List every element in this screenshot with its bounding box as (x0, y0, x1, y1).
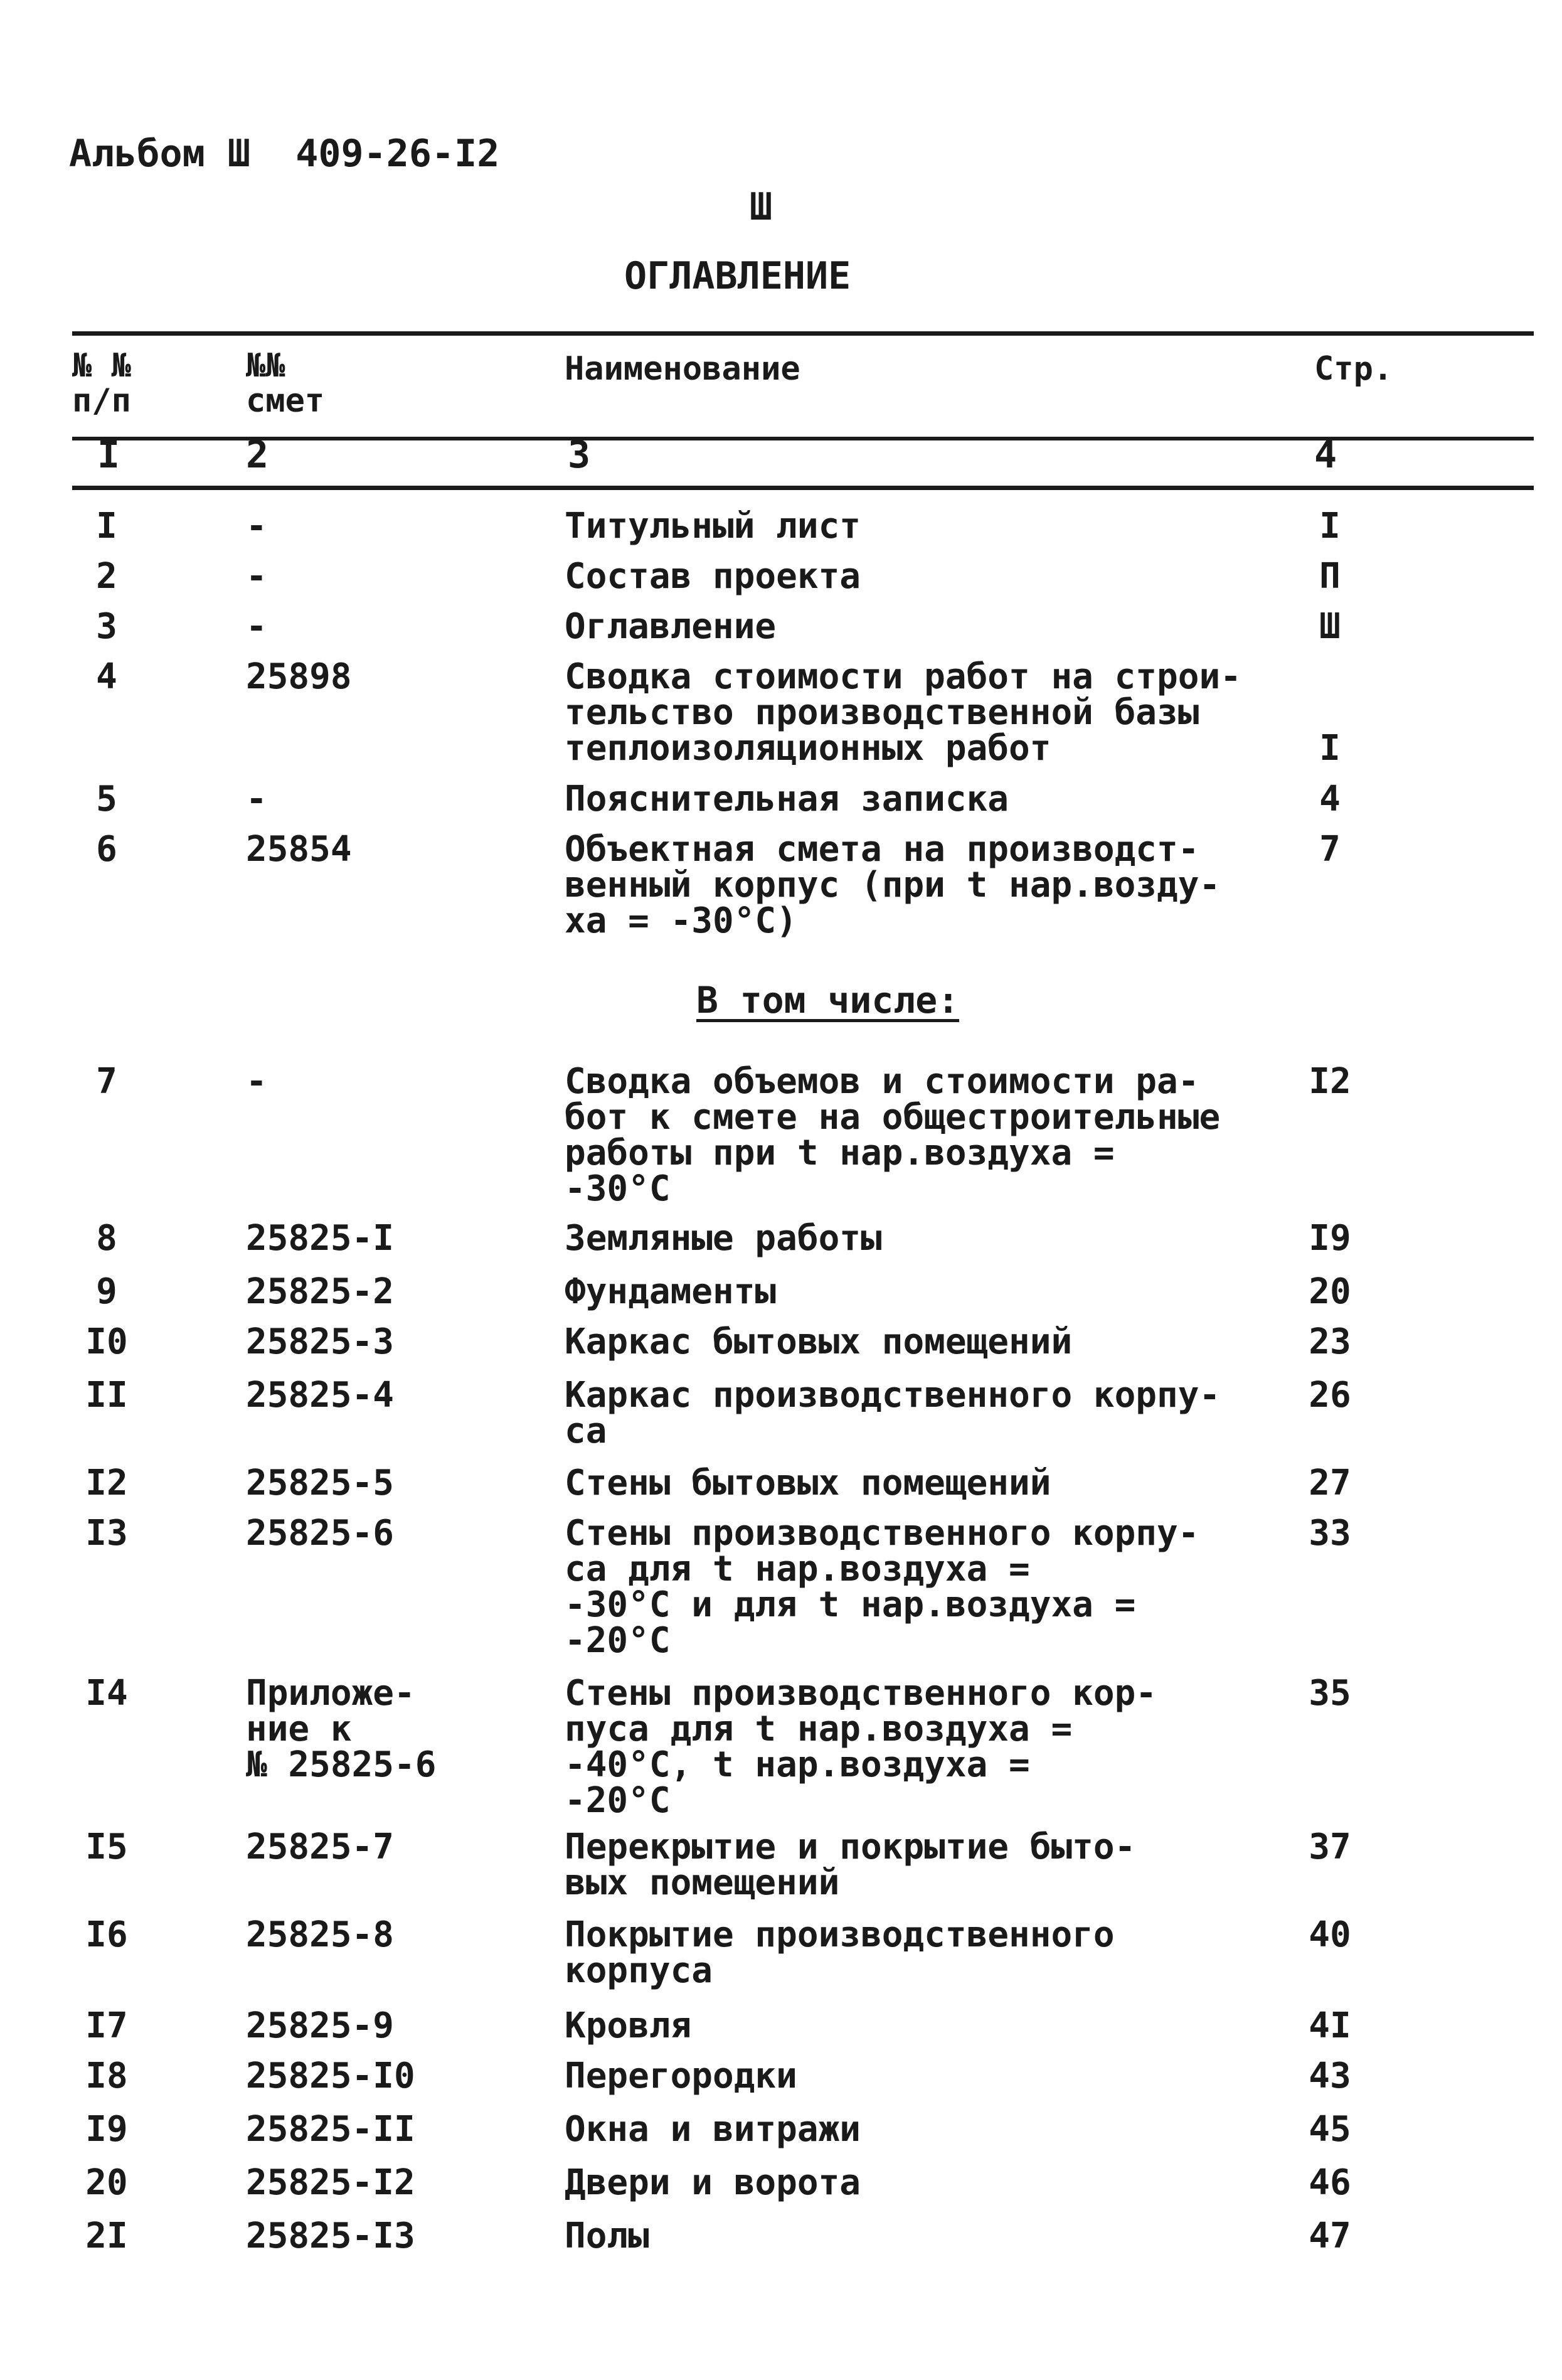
row-name: Полы (565, 2216, 649, 2256)
row-number: I7 (85, 2005, 128, 2046)
row-name: Состав проекта (565, 556, 861, 597)
page-title: ОГЛАВЛЕНИЕ (624, 254, 851, 298)
estimate-number: 25825-8 (246, 1914, 395, 1955)
row-number: 9 (96, 1271, 117, 1312)
row-number: I8 (85, 2056, 128, 2096)
row-name: Стены производственного корпу- са для t нар.воздуха = -30°С и для t нар.воздуха = -20°С (565, 1513, 1199, 1661)
column-header-name: Наименование (565, 350, 800, 388)
estimate-number: 25898 (246, 656, 352, 697)
row-page: 4I (1309, 2005, 1351, 2046)
column-header-page: Стр. (1314, 350, 1393, 388)
row-number: I6 (85, 1914, 128, 1955)
row-page: I2 (1309, 1061, 1351, 1102)
estimate-number: 25825-2 (246, 1271, 395, 1312)
row-name: Окна и витражи (565, 2109, 861, 2150)
row-page: 33 (1309, 1513, 1351, 1554)
row-page: 20 (1309, 1271, 1351, 1312)
row-page: 26 (1309, 1375, 1351, 1416)
row-name: Каркас бытовых помещений (565, 1321, 1073, 1362)
row-number: I3 (85, 1513, 128, 1554)
estimate-number: 25825-7 (246, 1827, 395, 1867)
row-number: 2 (96, 556, 117, 597)
row-page: 23 (1309, 1321, 1351, 1362)
row-name: Стены производственного кор- пуса для t нар.воздуха = -40°С, t нар.воздуха = -20°С (565, 1673, 1157, 1821)
estimate-number: 25825-II (246, 2109, 415, 2150)
row-number: 6 (96, 829, 117, 870)
row-page: I9 (1309, 1218, 1351, 1259)
row-number: II (85, 1375, 128, 1416)
row-name: Земляные работы (565, 1218, 882, 1259)
estimate-number: Приложе- ние к № 25825-6 (246, 1673, 437, 1785)
estimate-number: - (246, 779, 267, 819)
row-name: Перегородки (565, 2056, 797, 2096)
row-number: 8 (96, 1218, 117, 1259)
column-number-4: 4 (1314, 433, 1337, 477)
row-page: I (1319, 506, 1341, 547)
row-page: 46 (1309, 2162, 1351, 2203)
row-page: 27 (1309, 1463, 1351, 1503)
row-number: 4 (96, 656, 117, 697)
estimate-number: - (246, 556, 267, 597)
row-page: 43 (1309, 2056, 1351, 2096)
row-name: Стены бытовых помещений (565, 1463, 1051, 1503)
column-header-no: № № п/п (72, 347, 131, 420)
estimate-number: 25825-5 (246, 1463, 395, 1503)
estimate-number: 25825-I3 (246, 2216, 415, 2256)
row-name: Перекрытие и покрытие быто- вых помещений (565, 1827, 1136, 1903)
row-page: 37 (1309, 1827, 1351, 1867)
row-page: 4 (1319, 779, 1341, 819)
row-number: I0 (85, 1321, 128, 1362)
column-numbers-rule (72, 486, 1534, 490)
estimate-number: - (246, 606, 267, 647)
estimate-number: 25854 (246, 829, 352, 870)
estimate-number: - (246, 506, 267, 547)
row-name: Кровля (565, 2005, 692, 2046)
row-page: 35 (1309, 1673, 1351, 1714)
row-number: I9 (85, 2109, 128, 2150)
subheading-including: В том числе: (696, 979, 960, 1022)
row-name: Титульный лист (565, 506, 861, 547)
row-name: Оглавление (565, 606, 777, 647)
estimate-number: - (246, 1061, 267, 1102)
estimate-number: 25825-6 (246, 1513, 395, 1554)
row-number: I (96, 506, 117, 547)
estimate-number: 25825-3 (246, 1321, 395, 1362)
row-number: 7 (96, 1061, 117, 1102)
estimate-number: 25825-4 (246, 1375, 395, 1416)
row-number: I2 (85, 1463, 128, 1503)
row-page: 45 (1309, 2109, 1351, 2150)
row-page: Ш (1319, 606, 1341, 647)
estimate-number: 25825-I (246, 1218, 395, 1259)
row-page: 40 (1309, 1914, 1351, 1955)
row-number: I4 (85, 1673, 128, 1714)
row-page: I (1319, 728, 1341, 769)
row-page: 7 (1319, 829, 1341, 870)
row-number: 3 (96, 606, 117, 647)
row-name: Сводка объемов и стоимости ра- бот к смете на общестроительные работы при t нар.воздуха = -30°С (565, 1061, 1221, 1209)
estimate-number: 25825-I0 (246, 2056, 415, 2096)
row-number: 2I (85, 2216, 128, 2256)
estimate-number: 25825-I2 (246, 2162, 415, 2203)
row-page: 47 (1309, 2216, 1351, 2256)
row-name: Каркас производственного корпу- са (565, 1375, 1221, 1451)
row-name: Пояснительная записка (565, 779, 1009, 819)
estimate-number: 25825-9 (246, 2005, 395, 2046)
page-number-roman: Ш (750, 185, 773, 229)
row-number: I5 (85, 1827, 128, 1867)
column-header-estimate: №№ смет (246, 347, 325, 420)
column-number-1: I (97, 433, 120, 477)
row-name: Объектная смета на производст- венный корпус (при t нар.возду- ха = -30°С) (565, 829, 1221, 941)
row-number: 5 (96, 779, 117, 819)
row-name: Сводка стоимости работ на строи- тельство производственной базы теплоизоляционных работ (565, 656, 1241, 769)
row-name: Покрытие производственного корпуса (565, 1914, 1115, 1991)
row-page: П (1319, 556, 1341, 597)
album-code: Альбом Ш 409-26-I2 (69, 132, 500, 176)
column-number-2: 2 (246, 433, 269, 477)
table-top-rule (72, 331, 1534, 336)
row-number: 20 (85, 2162, 128, 2203)
row-name: Двери и ворота (565, 2162, 861, 2203)
column-number-3: 3 (568, 433, 591, 477)
row-name: Фундаменты (565, 1271, 777, 1312)
